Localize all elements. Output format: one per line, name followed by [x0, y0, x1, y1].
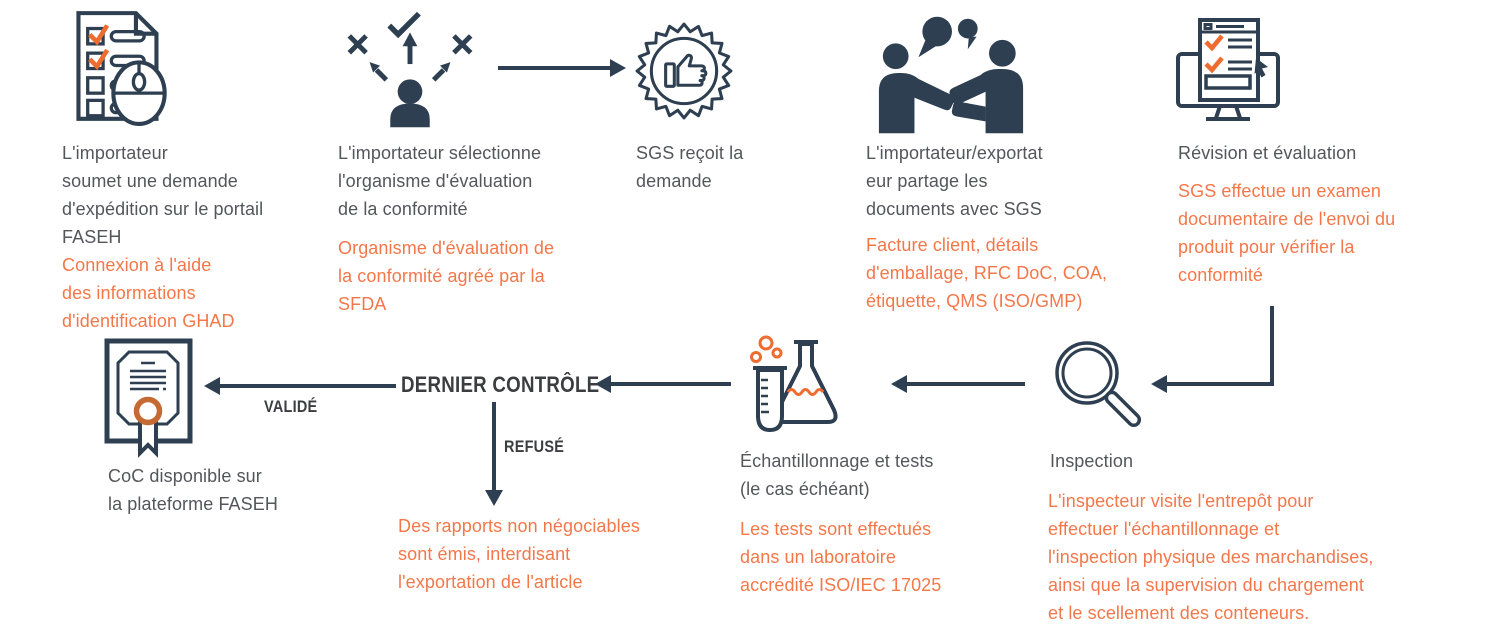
- step2-title: L'importateur sélectionne l'organisme d'évaluation de la conformité: [338, 143, 542, 219]
- magnifier-icon: [1046, 336, 1146, 440]
- refused-note: Des rapports non négociables sont émis, interdisant l'exportation de l'article: [398, 516, 640, 592]
- inspection-note: L'inspecteur visite l'entrepôt pour effectuer l'échantillonnage et l'inspection physique des marchandises, ainsi que la supervision du chargement et le scellement des conteneurs.: [1048, 491, 1374, 623]
- step1-title: L'importateur soumet une demande d'expédition sur le portail FASEH: [62, 143, 264, 247]
- person-selection-icon: [336, 8, 484, 128]
- lab-flask-icon: [736, 330, 844, 438]
- step4-note: Facture client, détails d'emballage, RFC DoC, COA, étiquette, QMS (ISO/GMP): [866, 235, 1108, 311]
- monitor-checklist-icon: [1172, 14, 1284, 126]
- sampling-title: Échantillonnage et tests (le cas échéant): [740, 451, 934, 499]
- refused-label: REFUSÉ: [504, 437, 565, 456]
- arrow-validated-line: [220, 384, 396, 388]
- final-check-label: DERNIER CONTRÔLE: [401, 372, 600, 397]
- arrow-step5-inspection-head: [1151, 375, 1167, 393]
- handshake-discussion-icon: [872, 12, 1030, 134]
- step1-note: Connexion à l'aide des informations d'identification GHAD: [62, 255, 235, 331]
- arrow-refused-head: [485, 490, 503, 506]
- checklist-mouse-icon: [60, 8, 178, 126]
- step4-title: L'importateur/exportat eur partage les documents avec SGS: [866, 143, 1043, 219]
- arrow-step5-inspection-hline: [1167, 382, 1274, 386]
- arrow-validated-head: [204, 377, 220, 395]
- arrow-sampling-finalcheck-line: [611, 382, 731, 386]
- sampling-note: Les tests sont effectués dans un laboratoire accrédité ISO/IEC 17025: [740, 519, 942, 595]
- certificate-icon: [101, 336, 195, 458]
- arrow-step5-inspection-vline: [1270, 306, 1274, 386]
- arrow-step2-step3-line: [498, 66, 612, 70]
- arrow-step2-step3-head: [610, 59, 626, 77]
- step3-title: SGS reçoit la demande: [636, 143, 744, 191]
- step5-title: Révision et évaluation: [1178, 143, 1357, 163]
- step5-note: SGS effectue un examen documentaire de l'envoi du produit pour vérifier la conformité: [1178, 181, 1396, 285]
- inspection-title: Inspection: [1050, 451, 1134, 471]
- validated-label: VALIDÉ: [264, 397, 318, 416]
- step2-note: Organisme d'évaluation de la conformité agréé par la SFDA: [338, 238, 555, 314]
- arrow-refused-vline: [492, 402, 496, 492]
- arrow-inspection-sampling-line: [907, 382, 1025, 386]
- badge-thumbs-up-icon: [633, 18, 735, 124]
- coc-title: CoC disponible sur la plateforme FASEH: [108, 466, 278, 514]
- arrow-inspection-sampling-head: [891, 375, 907, 393]
